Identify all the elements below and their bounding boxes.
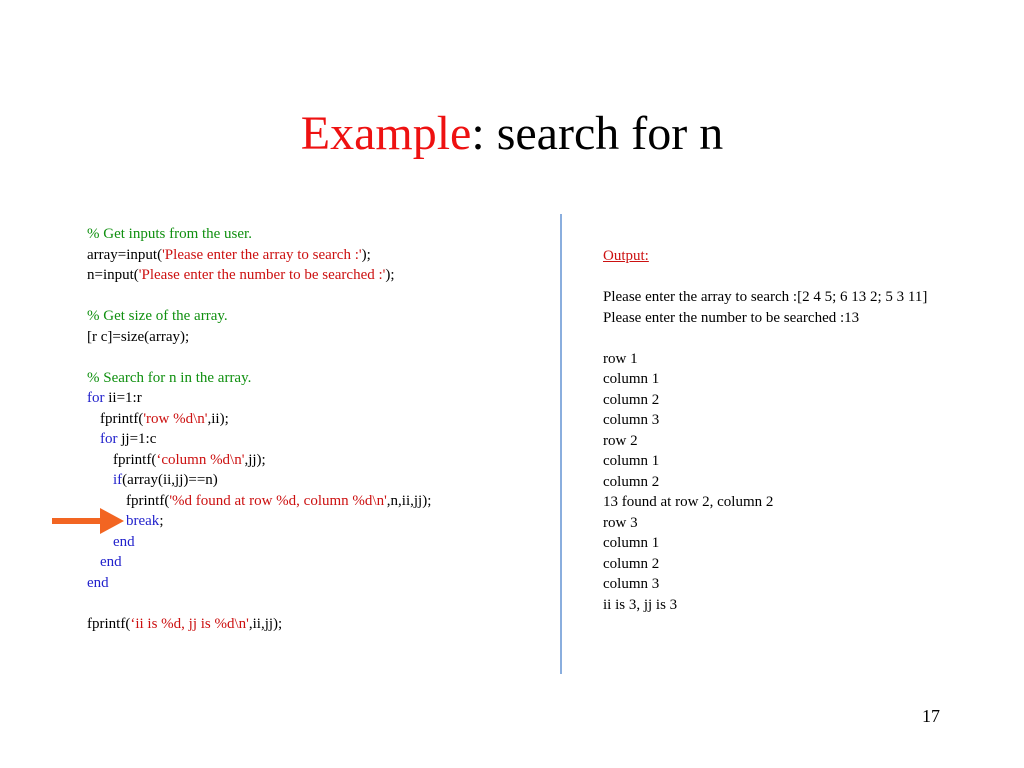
output-line: row 3 [603, 514, 638, 531]
code-string: ‘column %d\n' [156, 451, 245, 468]
code-blank-line [87, 347, 547, 368]
code-string: ‘ii is %d, jj is %d\n' [130, 615, 249, 632]
code-listing [87, 224, 547, 634]
code-text: fprintf( [100, 410, 144, 427]
code-text: ; [159, 513, 164, 529]
output-line: column 1 [603, 535, 660, 551]
code-line-for-jj [87, 429, 547, 450]
title-rest: : search for n [471, 107, 724, 160]
output-line: column 2 [603, 391, 660, 408]
code-text: ii=1:r [104, 390, 142, 406]
code-line-end-if: end [113, 533, 135, 550]
code-blank-line [87, 286, 547, 307]
output-line: row 2 [603, 432, 638, 449]
output-lines [603, 287, 1003, 615]
slide-title [0, 104, 1024, 164]
page-number: 17 [922, 706, 940, 726]
output-line: 13 found at row 2, column 2 [603, 494, 774, 510]
output-line: column 2 [603, 555, 660, 572]
code-text: fprintf( [87, 615, 131, 632]
code-comment-size: % Get size of the array. [87, 308, 228, 324]
output-line: column 1 [603, 453, 660, 469]
code-text: jj=1:c [117, 431, 157, 447]
code-keyword: break [126, 513, 160, 529]
code-line-if [87, 470, 547, 491]
code-comment-inputs: % Get inputs from the user. [87, 226, 252, 242]
code-line-fprintf-final [87, 614, 547, 635]
code-line-n-input [87, 265, 547, 286]
output-line [603, 328, 1003, 349]
code-text: ,ii,jj); [248, 615, 283, 632]
output-line: column 2 [603, 473, 660, 490]
code-text: n=input( [87, 267, 139, 283]
code-line-size: [r c]=size(array); [87, 328, 190, 345]
code-keyword: for [87, 390, 105, 406]
code-text: ,ii); [207, 410, 229, 427]
output-panel [603, 246, 1003, 615]
code-text: fprintf( [113, 451, 157, 468]
output-label: Output: [603, 248, 649, 264]
code-line-array-input [87, 245, 547, 266]
code-blank-line [87, 593, 547, 614]
output-line: column 1 [603, 371, 660, 387]
code-text: ,jj); [244, 451, 266, 468]
code-string: 'Please enter the number to be searched :' [138, 267, 386, 283]
code-keyword: for [100, 431, 118, 447]
output-line: ii is 3, jj is 3 [603, 596, 678, 613]
output-line: column 3 [603, 576, 660, 592]
code-line-fprintf-row [87, 409, 547, 430]
title-accent: Example [300, 107, 472, 160]
code-text: array=input( [87, 246, 163, 263]
output-line: column 3 [603, 412, 660, 428]
column-divider [560, 214, 562, 674]
code-line-fprintf-found [87, 491, 547, 512]
code-string: 'row %d\n' [143, 410, 208, 427]
arrow-icon [52, 506, 132, 536]
code-text: ); [385, 267, 395, 283]
code-text: fprintf( [126, 492, 170, 509]
output-line: Please enter the number to be searched :13 [603, 309, 860, 326]
output-line: row 1 [603, 350, 638, 367]
code-keyword: if [113, 472, 123, 488]
code-text: (array(ii,jj)==n) [122, 472, 218, 488]
code-text: ); [361, 246, 371, 263]
code-line-end-for-ii: end [87, 574, 109, 591]
code-line-for-ii [87, 388, 547, 409]
code-string: 'Please enter the array to search :' [162, 246, 362, 263]
output-blank-line [603, 267, 1003, 288]
code-line-end-for-jj: end [100, 554, 122, 570]
code-string: '%d found at row %d, column %d\n' [169, 492, 387, 509]
code-line-fprintf-column [87, 450, 547, 471]
output-line: Please enter the array to search :[2 4 5; 6 13 2; 5 3 11] [603, 289, 928, 305]
code-text: ,n,ii,jj); [386, 492, 432, 509]
code-comment-search: % Search for n in the array. [87, 369, 252, 386]
code-line-break [87, 511, 547, 532]
